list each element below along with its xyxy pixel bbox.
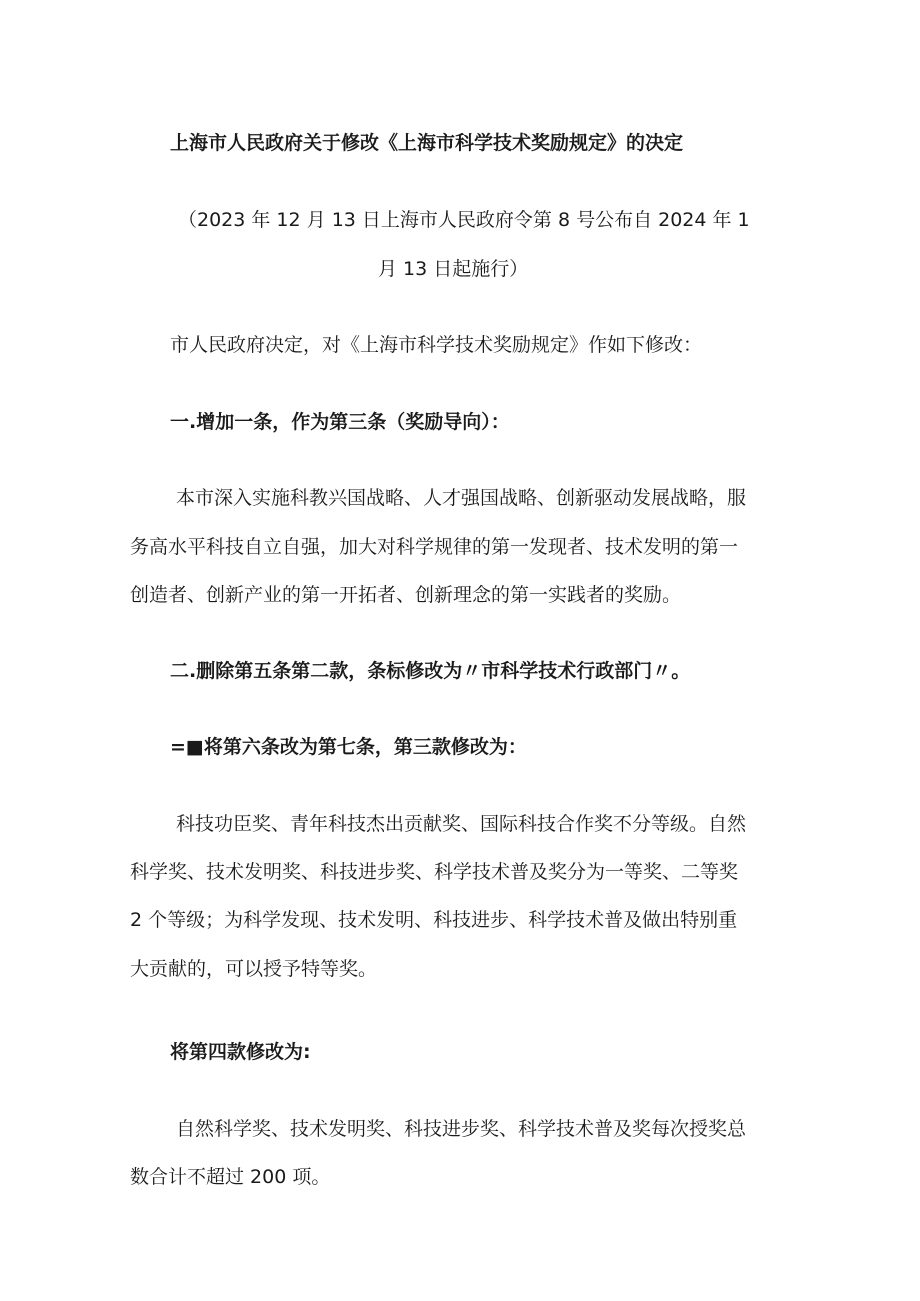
item-1-body-line-1: 本市深入实施科教兴国战略、人才强国战略、创新驱动发展战略，服	[176, 487, 747, 509]
intro-paragraph: 市人民政府决定，对《上海市科学技术奖励规定》作如下修改：	[170, 334, 703, 356]
item-2-heading: 二.删除第五条第二款，条标修改为〃市科学技术行政部门〃。	[170, 660, 691, 682]
item-1-body-line-3: 创造者、创新产业的第一开拓者、创新理念的第一实践者的奖励。	[130, 584, 682, 606]
item-3-body-line-1: 科技功臣奖、青年科技杰出贡献奖、国际科技合作奖不分等级。自然	[176, 813, 747, 835]
document-subtitle-line-2: 月 13 日起施行）	[378, 258, 529, 280]
item-3-body-line-3: 2 个等级；为科学发现、技术发明、科技进步、科学技术普及做出特别重	[130, 909, 738, 931]
document-title: 上海市人民政府关于修改《上海市科学技术奖励规定》的决定	[170, 132, 684, 154]
item-1-body-line-2: 务高水平科技自立自强，加大对科学规律的第一发现者、技术发明的第一	[130, 536, 739, 558]
item-3-sub-heading: 将第四款修改为:	[170, 1041, 311, 1063]
item-3-body-line-4: 大贡献的，可以授予特等奖。	[130, 958, 378, 980]
document-subtitle-line-1: （2023 年 12 月 13 日上海市人民政府令第 8 号公布自 2024 年 1	[178, 209, 750, 231]
item-3-heading: =■将第六条改为第七条，第三款修改为：	[170, 736, 527, 758]
item-3-sub-body-line-1: 自然科学奖、技术发明奖、科技进步奖、科学技术普及奖每次授奖总	[176, 1118, 747, 1140]
item-3-body-line-2: 科学奖、技术发明奖、科技进步奖、科学技术普及奖分为一等奖、二等奖	[130, 861, 739, 883]
item-3-sub-body-line-2: 数合计不超过 200 项。	[130, 1166, 331, 1188]
item-1-heading: 一.增加一条，作为第三条（奖励导向）：	[170, 411, 510, 433]
